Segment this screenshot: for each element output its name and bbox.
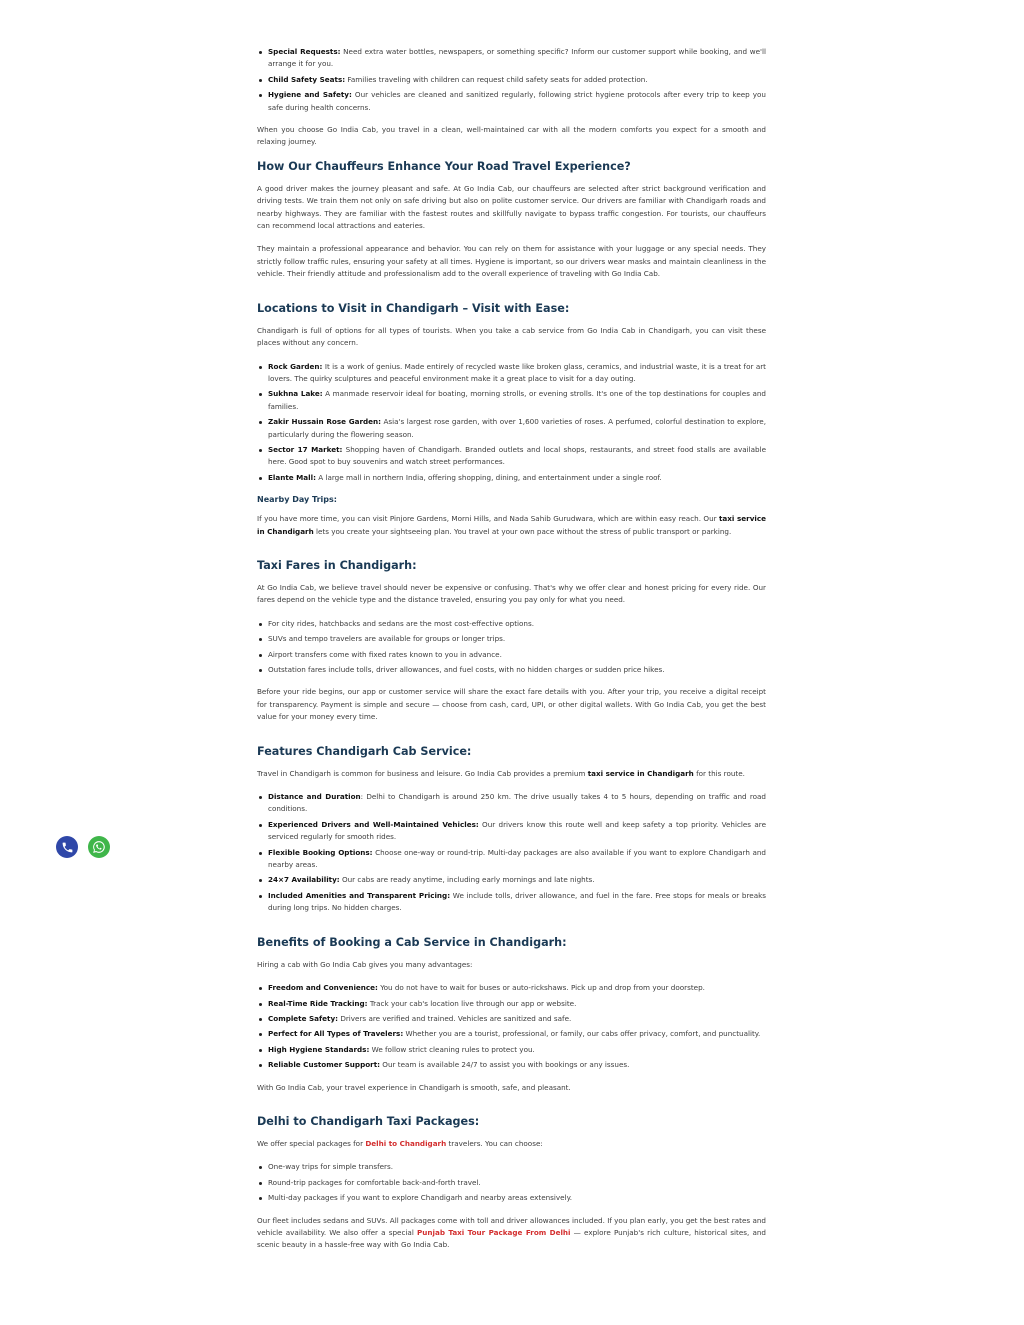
list-item: Sukhna Lake: A manmade reservoir ideal for boating, morning strolls, or evening strolls. It's one of the top destinations for couples and families. (257, 388, 766, 413)
list-item: Complete Safety: Drivers are verified and trained. Vehicles are sanitized and safe. (257, 1013, 766, 1025)
benefits-intro: Hiring a cab with Go India Cab gives you many advantages: (257, 959, 473, 969)
intro-list (257, 46, 766, 114)
packages-outro: Our fleet includes sedans and SUVs. All packages come with toll and driver allowances included. If you plan early, you get the best rates and vehicle availability. We also offer a special Punjab Taxi Tour Package From Delhi — explore Punjab's rich culture, historical sites, and scenic beauty in a hassle-free way with Go India Cab. (257, 1215, 766, 1250)
list-item: Multi-day packages if you want to explore Chandigarh and nearby areas extensively. (257, 1192, 766, 1204)
list-item: Reliable Customer Support: Our team is available 24/7 to assist you with bookings or any issues. (257, 1059, 766, 1071)
chauffeurs-heading: How Our Chauffeurs Enhance Your Road Travel Experience? (257, 159, 631, 173)
list-item: Airport transfers come with fixed rates known to you in advance. (257, 649, 766, 661)
benefits-list (257, 982, 766, 1071)
list-item: Experienced Drivers and Well-Maintained Vehicles: Our drivers know this route well and keep safety a top priority. Vehicles are serviced regularly for smooth rides. (257, 819, 766, 844)
benefits-heading: Benefits of Booking a Cab Service in Chandigarh: (257, 935, 567, 949)
packages-heading: Delhi to Chandigarh Taxi Packages: (257, 1114, 480, 1128)
list-item: Freedom and Convenience: You do not have to wait for buses or auto-rickshaws. Pick up and drop from your doorstep. (257, 982, 766, 994)
taxi-service-link[interactable]: taxi service in Chandigarh (257, 514, 766, 536)
benefits-outro: With Go India Cab, your travel experience in Chandigarh is smooth, safe, and pleasant. (257, 1082, 571, 1092)
list-item: SUVs and tempo travelers are available for groups or longer trips. (257, 633, 766, 645)
whatsapp-icon (92, 840, 106, 854)
list-item: Elante Mall: A large mall in northern India, offering shopping, dining, and entertainment under a single roof. (257, 472, 766, 484)
taxi-service-link[interactable]: taxi service in Chandigarh (587, 768, 694, 778)
features-heading: Features Chandigarh Cab Service: (257, 744, 472, 758)
list-item: Sector 17 Market: Shopping haven of Chandigarh. Branded outlets and local shops, restaurants, and street food stalls are available here. Good spot to buy souvenirs and watch street performances. (257, 444, 766, 469)
list-item: High Hygiene Standards: We follow strict cleaning rules to protect you. (257, 1044, 766, 1056)
intro-paragraph: When you choose Go India Cab, you travel in a clean, well-maintained car with all the modern comforts you expect for a smooth and relaxing journey. (257, 125, 766, 147)
list-item: Child Safety Seats: Families traveling with children can request child safety seats for added protection. (257, 74, 766, 86)
list-item: Included Amenities and Transparent Pricing: We include tolls, driver allowance, and fuel in the fare. Free stops for meals or breaks during long trips. No hidden charges. (257, 890, 766, 915)
list-item: Outstation fares include tolls, driver allowances, and fuel costs, with no hidden charges or sudden price hikes. (257, 664, 766, 676)
fares-list (257, 618, 766, 677)
locations-list (257, 361, 766, 485)
locations-intro: Chandigarh is full of options for all types of tourists. When you take a cab service from Go India Cab in Chandigarh, you can visit these places without any concern. (257, 325, 766, 348)
features-list (257, 791, 766, 915)
list-item: Special Requests: Need extra water bottles, newspapers, or something specific? Inform our customer support while booking, and we'll arrange it for you. (257, 46, 766, 71)
packages-intro: We offer special packages for Delhi to Chandigarh travelers. You can choose: (257, 1138, 543, 1148)
list-item: Perfect for All Types of Travelers: Whether you are a tourist, professional, or family, our cabs offer privacy, comfort, and punctuality. (257, 1028, 766, 1040)
fares-heading: Taxi Fares in Chandigarh: (257, 558, 417, 572)
list-item: One-way trips for simple transfers. (257, 1161, 766, 1173)
list-item: Hygiene and Safety: Our vehicles are cleaned and sanitized regularly, following strict hygiene protocols after every trip to keep you safe during health concerns. (257, 89, 766, 114)
list-item: Round-trip packages for comfortable back-and-forth travel. (257, 1177, 766, 1189)
phone-icon (61, 841, 74, 854)
chauffeurs-paragraph-1: A good driver makes the journey pleasant and safe. At Go India Cab, our chauffeurs are selected after strict background verification and driving tests. We train them not only on safe driving but also on polite customer service. Our drivers are familiar with Chandigarh roads and nearby highways. They are familiar with the fastest routes and skillfully navigate to bypass traffic congestion. For tourists, our chauffeurs can recommend local attractions and eateries. (257, 183, 766, 231)
nearby-day-trips-paragraph: If you have more time, you can visit Pinjore Gardens, Morni Hills, and Nada Sahib Gurudwara, which are within easy reach. Our taxi service in Chandigarh lets you create your sightseeing plan. You travel at your own pace without the stress of public transport or parking. (257, 514, 766, 536)
list-item: For city rides, hatchbacks and sedans are the most cost-effective options. (257, 618, 766, 630)
whatsapp-button[interactable] (88, 836, 110, 858)
list-item: Zakir Hussain Rose Garden: Asia's largest rose garden, with over 1,600 varieties of roses. A perfumed, colorful destination to explore, particularly during the flowering season. (257, 416, 766, 441)
fares-intro: At Go India Cab, we believe travel should never be expensive or confusing. That's why we offer clear and honest pricing for every ride. Our fares depend on the vehicle type and the distance traveled, ensuring you pay only for what you need. (257, 582, 766, 605)
chauffeurs-paragraph-2: They maintain a professional appearance and behavior. You can rely on them for assistance with your luggage or any special needs. They strictly follow traffic rules, ensuring your safety at all times. Hygiene is important, so our drivers wear masks and maintain cleanliness in the vehicle. Their friendly attitude and professionalism add to the overall experience of traveling with Go India Cab. (257, 244, 766, 279)
features-intro: Travel in Chandigarh is common for business and leisure. Go India Cab provides a premium taxi service in Chandigarh for this route. (257, 768, 745, 778)
list-item: 24×7 Availability: Our cabs are ready anytime, including early mornings and late nights. (257, 874, 766, 886)
list-item: Flexible Booking Options: Choose one-way or round-trip. Multi-day packages are also available if you want to explore Chandigarh and nearby areas. (257, 847, 766, 872)
article-content (257, 46, 766, 1252)
call-button[interactable] (56, 836, 78, 858)
fares-outro: Before your ride begins, our app or customer service will share the exact fare details with you. After your trip, you receive a digital receipt for transparency. Payment is simple and secure — choose from cash, card, UPI, or other digital wallets. With Go India Cab, you get the best value for your money every time. (257, 687, 766, 722)
packages-list (257, 1161, 766, 1204)
list-item: Real-Time Ride Tracking: Track your cab's location live through our app or website. (257, 998, 766, 1010)
nearby-day-trips-heading: Nearby Day Trips: (257, 495, 337, 505)
delhi-to-chandigarh-link[interactable]: Delhi to Chandigarh (365, 1138, 447, 1148)
punjab-tour-package-link[interactable]: Punjab Taxi Tour Package From Delhi (417, 1227, 571, 1237)
list-item: Distance and Duration: Delhi to Chandigarh is around 250 km. The drive usually takes 4 to 5 hours, depending on traffic and road conditions. (257, 791, 766, 816)
list-item: Rock Garden: It is a work of genius. Made entirely of recycled waste like broken glass, ceramics, and industrial waste, it is a treat for art lovers. The quirky sculptures and peaceful environment make it a great place to visit for a day outing. (257, 361, 766, 386)
locations-heading: Locations to Visit in Chandigarh – Visit with Ease: (257, 301, 570, 315)
